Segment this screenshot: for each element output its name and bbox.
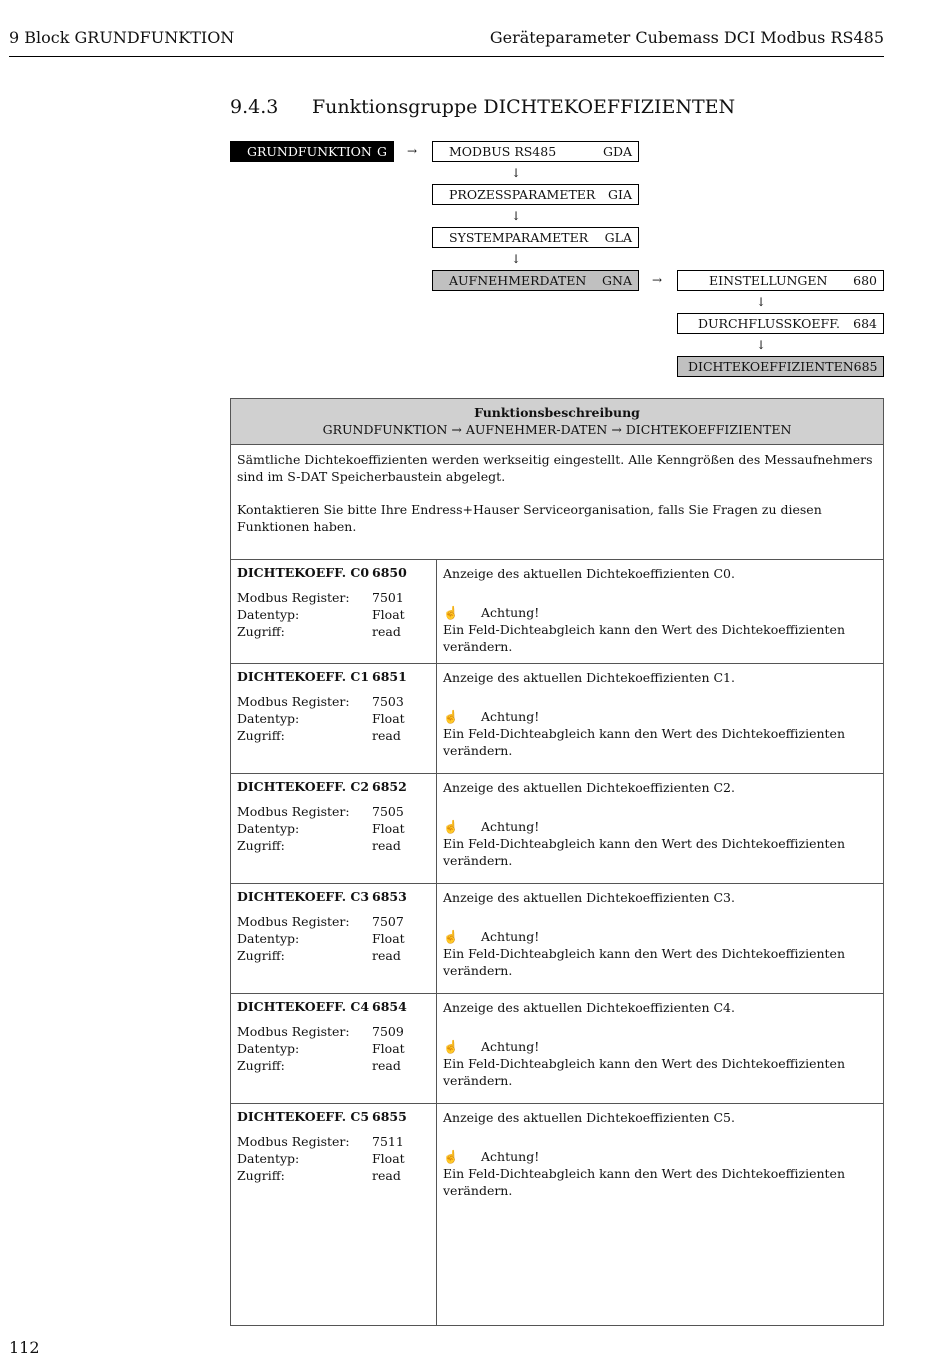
nav-box-code: GNA	[602, 273, 632, 288]
nav-box-code: GLA	[604, 230, 632, 245]
datatype-label: Datentyp:	[237, 711, 300, 726]
function-name: DICHTEKOEFF. C2	[237, 779, 370, 794]
register-label: Modbus Register:	[237, 1134, 350, 1149]
nav-box-code: G	[377, 144, 387, 159]
function-params	[231, 774, 437, 884]
function-name: DICHTEKOEFF. C4	[237, 999, 370, 1014]
function-row	[231, 664, 884, 774]
description-intro	[231, 445, 884, 560]
nav-box-label: DICHTEKOEFFIZIENTEN	[688, 359, 854, 374]
nav-box-label: SYSTEMPARAMETER	[449, 230, 589, 245]
function-text: Anzeige des aktuellen Dichtekoeffizienten C2.	[443, 780, 735, 795]
function-name: DICHTEKOEFF. C0	[237, 565, 370, 580]
hand-warning-icon: ☝	[443, 929, 459, 944]
datatype-value: Float	[372, 821, 405, 836]
datatype-value: Float	[372, 607, 405, 622]
function-row	[231, 774, 884, 884]
register-value: 7511	[372, 1134, 404, 1149]
datatype-label: Datentyp:	[237, 821, 300, 836]
function-description	[437, 664, 884, 774]
function-code: 6855	[372, 1109, 407, 1124]
register-value: 7501	[372, 590, 404, 605]
warning-title: Achtung!	[481, 929, 540, 944]
datatype-label: Datentyp:	[237, 1041, 300, 1056]
warning-title: Achtung!	[481, 819, 540, 834]
datatype-label: Datentyp:	[237, 607, 300, 622]
arrow-right-icon: →	[407, 144, 418, 158]
warning-text: Ein Feld-Dichteabgleich kann den Wert des Dichtekoeffizienten verändern.	[443, 836, 846, 868]
nav-box-code: GDA	[602, 144, 632, 159]
hand-warning-icon: ☝	[443, 605, 459, 620]
nav-box-dichtekoeffizienten	[677, 356, 884, 377]
register-value: 7507	[372, 914, 404, 929]
function-description	[437, 560, 884, 664]
arrow-down-icon: ↓	[511, 252, 522, 266]
function-params	[231, 664, 437, 774]
nav-box-label: MODBUS RS485	[449, 144, 557, 159]
access-label: Zugriff:	[237, 1058, 285, 1073]
arrow-down-icon: ↓	[511, 166, 522, 180]
header-rule	[9, 56, 884, 57]
running-header-left: 9 Block GRUNDFUNKTION	[9, 28, 235, 47]
function-params	[231, 994, 437, 1104]
register-value: 7503	[372, 694, 404, 709]
arrow-down-icon: ↓	[756, 295, 767, 309]
function-code: 6854	[372, 999, 407, 1014]
function-text: Anzeige des aktuellen Dichtekoeffizienten C1.	[443, 670, 735, 685]
access-value: read	[372, 948, 401, 963]
nav-box-label: GRUNDFUNKTION	[247, 144, 372, 159]
access-value: read	[372, 624, 401, 639]
intro-paragraph: Kontaktieren Sie bitte Ihre Endress+Hauser Serviceorganisation, falls Sie Fragen zu diesen Funktionen haben.	[237, 502, 822, 534]
register-label: Modbus Register:	[237, 804, 350, 819]
access-label: Zugriff:	[237, 1168, 285, 1183]
register-label: Modbus Register:	[237, 694, 350, 709]
function-description-table	[230, 398, 884, 1326]
arrow-down-icon: ↓	[511, 209, 522, 223]
function-code: 6852	[372, 779, 407, 794]
nav-box-aufnehmerdaten	[432, 270, 639, 291]
intro-paragraph: Sämtliche Dichtekoeffizienten werden werkseitig eingestellt. Alle Kenngrößen des Messaufnehmers sind im S-DAT Speicherbaustein abgelegt.	[237, 452, 873, 484]
nav-box-modbus	[432, 141, 639, 162]
access-value: read	[372, 838, 401, 853]
description-path: GRUNDFUNKTION → AUFNEHMER-DATEN → DICHTEKOEFFIZIENTEN	[322, 422, 792, 437]
warning-text: Ein Feld-Dichteabgleich kann den Wert des Dichtekoeffizienten verändern.	[443, 726, 846, 758]
register-label: Modbus Register:	[237, 1024, 350, 1039]
access-value: read	[372, 728, 401, 743]
function-name: DICHTEKOEFF. C3	[237, 889, 370, 904]
function-name: DICHTEKOEFF. C1	[237, 669, 370, 684]
function-params	[231, 884, 437, 994]
section-title: Funktionsgruppe DICHTEKOEFFIZIENTEN	[312, 96, 736, 118]
warning-title: Achtung!	[481, 1149, 540, 1164]
function-text: Anzeige des aktuellen Dichtekoeffizienten C4.	[443, 1000, 735, 1015]
datatype-value: Float	[372, 1151, 405, 1166]
nav-box-einstellungen	[677, 270, 884, 291]
running-header-right: Geräteparameter Cubemass DCI Modbus RS485	[489, 28, 884, 47]
function-params	[231, 560, 437, 664]
function-code: 6851	[372, 669, 407, 684]
function-params	[231, 1104, 437, 1326]
nav-box-label: AUFNEHMERDATEN	[449, 273, 587, 288]
function-description	[437, 994, 884, 1104]
access-value: read	[372, 1168, 401, 1183]
function-row	[231, 1104, 884, 1326]
warning-title: Achtung!	[481, 709, 540, 724]
access-value: read	[372, 1058, 401, 1073]
hand-warning-icon: ☝	[443, 1149, 459, 1164]
function-text: Anzeige des aktuellen Dichtekoeffizienten C5.	[443, 1110, 735, 1125]
arrow-right-icon: →	[652, 273, 663, 287]
nav-box-prozessparameter	[432, 184, 639, 205]
warning-text: Ein Feld-Dichteabgleich kann den Wert des Dichtekoeffizienten verändern.	[443, 1166, 846, 1198]
nav-box-code: GIA	[608, 187, 632, 202]
register-label: Modbus Register:	[237, 914, 350, 929]
datatype-label: Datentyp:	[237, 1151, 300, 1166]
function-name: DICHTEKOEFF. C5	[237, 1109, 370, 1124]
access-label: Zugriff:	[237, 728, 285, 743]
warning-text: Ein Feld-Dichteabgleich kann den Wert des Dichtekoeffizienten verändern.	[443, 1056, 846, 1088]
nav-box-label: DURCHFLUSSKOEFF.	[698, 316, 840, 331]
section-number: 9.4.3	[230, 96, 279, 118]
register-value: 7505	[372, 804, 404, 819]
nav-box-grundfunktion	[230, 141, 394, 162]
description-title: Funktionsbeschreibung	[474, 405, 640, 420]
hand-warning-icon: ☝	[443, 709, 459, 724]
warning-title: Achtung!	[481, 605, 540, 620]
datatype-value: Float	[372, 931, 405, 946]
warning-text: Ein Feld-Dichteabgleich kann den Wert des Dichtekoeffizienten verändern.	[443, 622, 846, 654]
hand-warning-icon: ☝	[443, 819, 459, 834]
arrow-down-icon: ↓	[756, 338, 767, 352]
function-code: 6853	[372, 889, 407, 904]
description-header	[231, 399, 884, 445]
access-label: Zugriff:	[237, 624, 285, 639]
register-label: Modbus Register:	[237, 590, 350, 605]
register-value: 7509	[372, 1024, 404, 1039]
function-description	[437, 774, 884, 884]
function-row	[231, 994, 884, 1104]
function-row	[231, 560, 884, 664]
warning-title: Achtung!	[481, 1039, 540, 1054]
nav-box-label: EINSTELLUNGEN	[709, 273, 828, 288]
nav-box-systemparameter	[432, 227, 639, 248]
hand-warning-icon: ☝	[443, 1039, 459, 1054]
nav-box-code: 680	[853, 273, 877, 288]
function-row	[231, 884, 884, 994]
access-label: Zugriff:	[237, 948, 285, 963]
function-text: Anzeige des aktuellen Dichtekoeffizienten C0.	[443, 566, 735, 581]
nav-box-durchflusskoeff	[677, 313, 884, 334]
page-number: 112	[9, 1338, 40, 1357]
warning-text: Ein Feld-Dichteabgleich kann den Wert des Dichtekoeffizienten verändern.	[443, 946, 846, 978]
function-code: 6850	[372, 565, 407, 580]
datatype-value: Float	[372, 711, 405, 726]
nav-box-code: 684	[853, 316, 877, 331]
function-text: Anzeige des aktuellen Dichtekoeffizienten C3.	[443, 890, 735, 905]
access-label: Zugriff:	[237, 838, 285, 853]
datatype-value: Float	[372, 1041, 405, 1056]
datatype-label: Datentyp:	[237, 931, 300, 946]
function-description	[437, 1104, 884, 1326]
function-description	[437, 884, 884, 994]
nav-box-label: PROZESSPARAMETER	[449, 187, 596, 202]
nav-box-code: 685	[853, 359, 878, 374]
